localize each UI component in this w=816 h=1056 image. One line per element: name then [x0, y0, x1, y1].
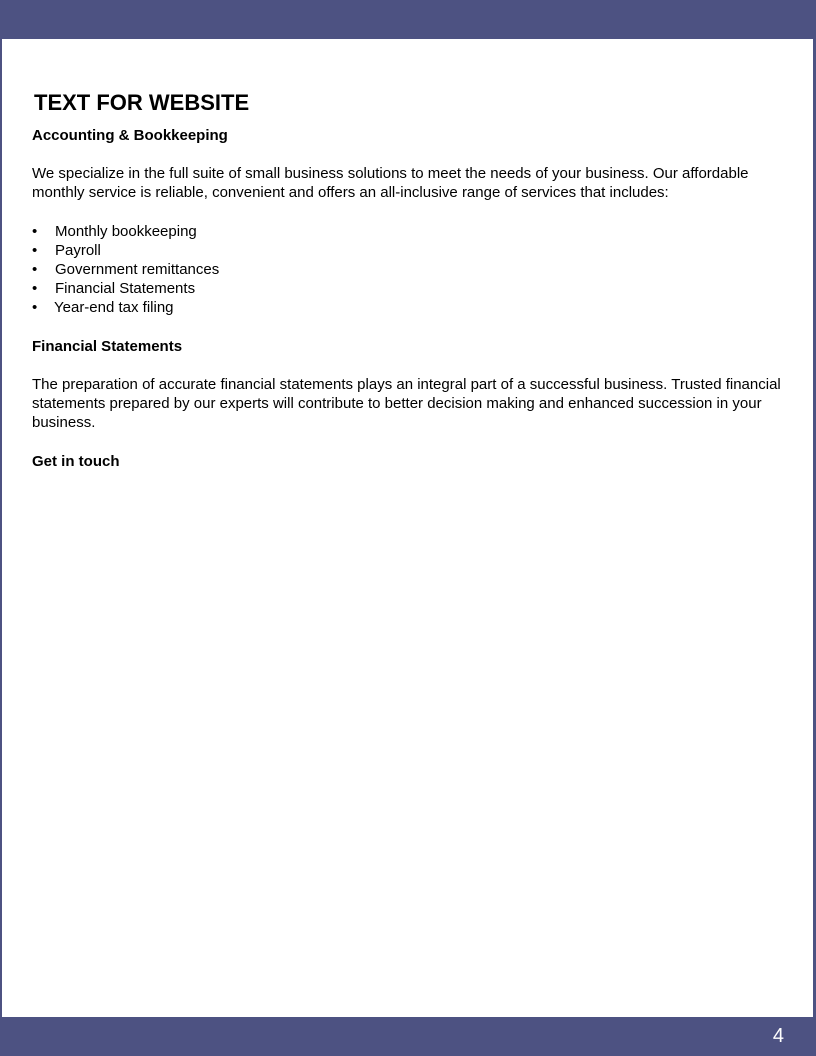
list-item [32, 279, 784, 298]
spacer [32, 433, 784, 452]
list-item-text: Monthly bookkeeping [55, 222, 197, 240]
list-item [32, 222, 784, 241]
bullet-icon: • [32, 261, 38, 278]
accounting-intro: We specialize in the full suite of small business solutions to meet the needs of your business. Our affordable monthly service is reliable, convenient and offers an all-inclusive range of services that includes: [32, 165, 749, 202]
page-number: 4 [772, 1025, 784, 1047]
footer-band [0, 1017, 816, 1056]
list-item [32, 298, 784, 317]
list-item-text: Year-end tax filing [54, 299, 174, 317]
page-title: TEXT FOR WEBSITE [34, 90, 250, 115]
list-item [32, 260, 784, 279]
contact-heading: Get in touch [32, 452, 120, 470]
list-item-text: Government remittances [55, 261, 220, 278]
bullet-icon: • [32, 280, 38, 298]
financial-statements-body: The preparation of accurate financial statements plays an integral part of a successful business. Trusted financial statements prepared by our experts will contribute to better decision making and enhanced succession in your business. [32, 375, 781, 432]
document-body [32, 90, 784, 471]
services-list [32, 222, 784, 318]
spacer [32, 203, 784, 222]
spacer [32, 318, 784, 337]
list-item [32, 241, 784, 260]
list-item-text: Payroll [55, 241, 101, 259]
bullet-icon: • [32, 222, 38, 240]
list-item-text: Financial Statements [55, 280, 196, 298]
bullet-icon: • [32, 299, 38, 317]
spacer [32, 145, 784, 164]
spacer [32, 356, 784, 375]
accounting-heading: Accounting & Bookkeeping [32, 127, 228, 144]
header-band [0, 0, 816, 39]
bullet-icon: • [32, 241, 38, 259]
page-border-left [0, 39, 2, 1017]
financial-statements-heading: Financial Statements [32, 337, 183, 355]
